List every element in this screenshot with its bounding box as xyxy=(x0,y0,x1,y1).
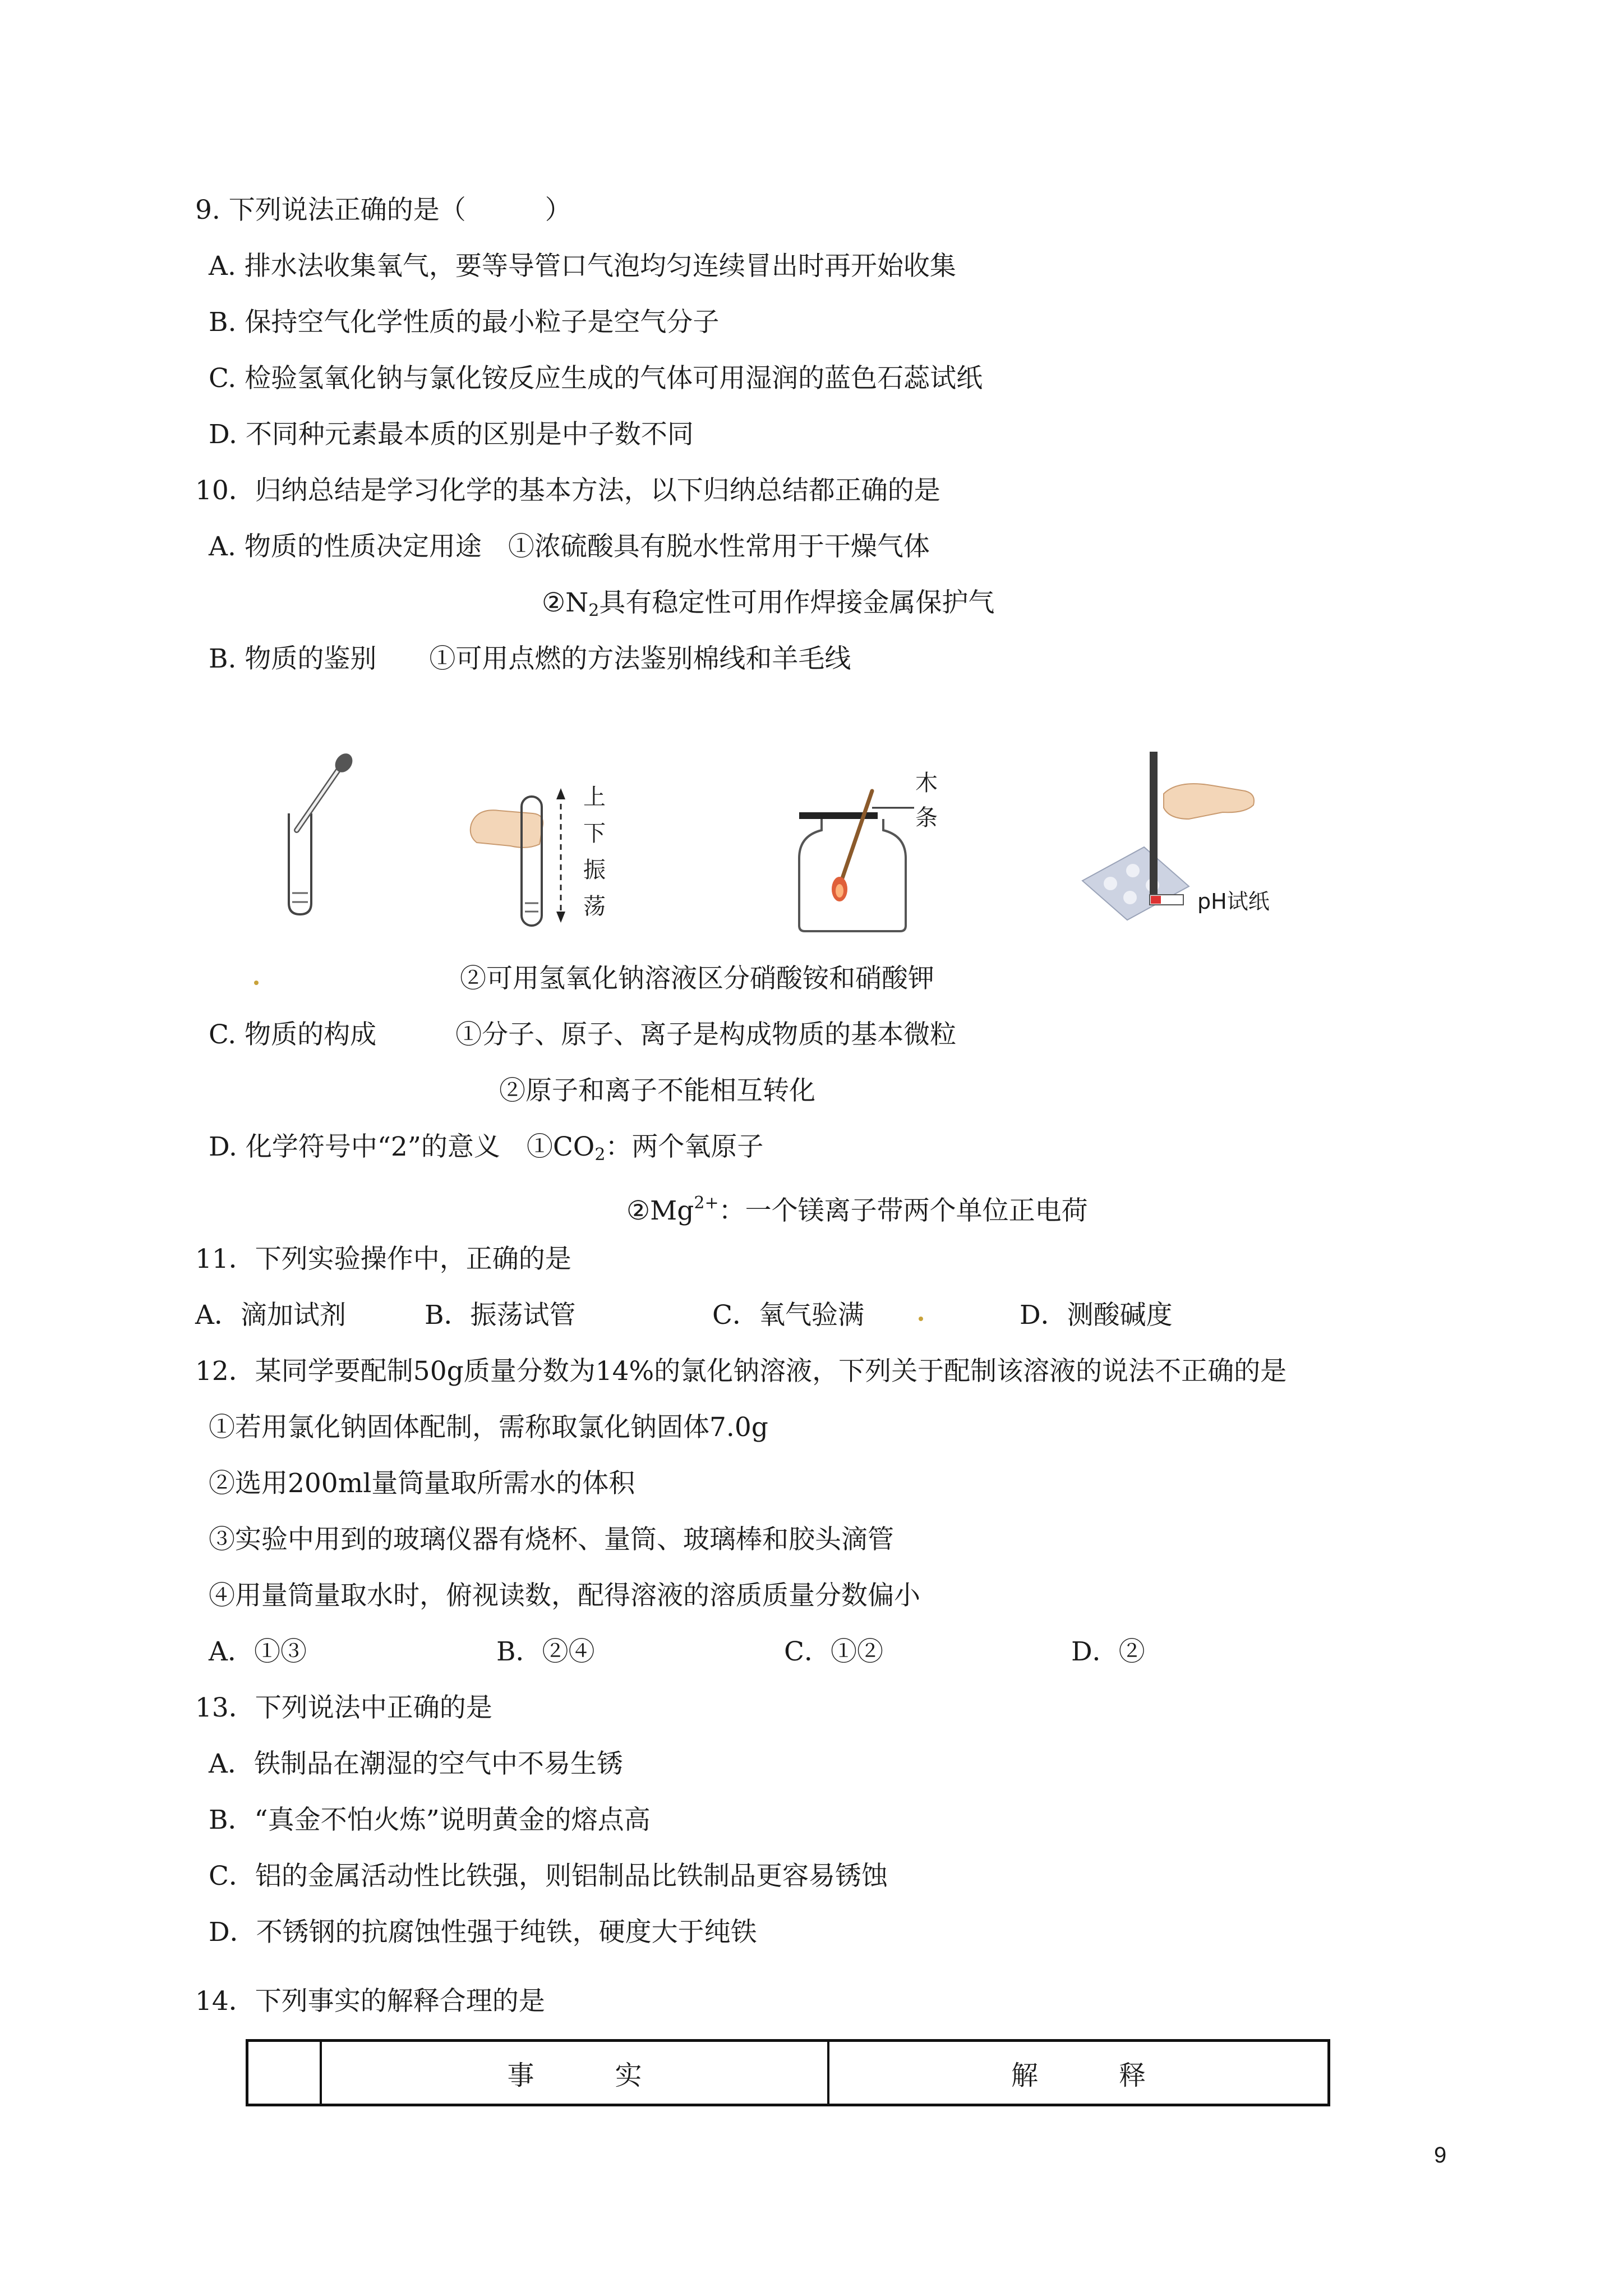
stick-label-1: 木 xyxy=(915,770,938,796)
q10-option-b-line1: B. 物质的鉴别 ①可用点燃的方法鉴别棉线和羊毛线 xyxy=(209,643,851,674)
q9-stem: 9. 下列说法正确的是（ ） xyxy=(195,195,571,226)
q10-option-d-line2: $②Mg^{2+}$：一个镁离子带两个单位正电荷 xyxy=(626,1193,1088,1226)
q10-option-d-line1: D. 化学符号中“2”的意义 $①CO_2$：两个氧原子 xyxy=(209,1131,764,1165)
table-header-fact: 事 实 xyxy=(322,2042,829,2104)
q11-option-b: B．振荡试管 xyxy=(425,1300,576,1331)
q11-stem: 11．下列实验操作中，正确的是 xyxy=(195,1244,571,1274)
q11-option-d: D．测酸碱度 xyxy=(1020,1300,1173,1331)
q13-option-d: D．不锈钢的抗腐蚀性强于纯铁，硬度大于纯铁 xyxy=(209,1917,757,1948)
q11-option-a: A．滴加试剂 xyxy=(195,1300,346,1331)
q10-stem: 10．归纳总结是学习化学的基本方法，以下归纳总结都正确的是 xyxy=(195,475,940,506)
shake-label-3: 振 xyxy=(583,857,606,883)
q12-statement-3: ③实验中用到的玻璃仪器有烧杯、量筒、玻璃棒和胶头滴管 xyxy=(209,1524,894,1555)
page-number: 9 xyxy=(1434,2143,1447,2168)
shake-label-4: 荡 xyxy=(583,894,606,919)
q12-option-d: D．② xyxy=(1071,1636,1145,1667)
q14-table xyxy=(246,2039,1330,2106)
q12-option-a: A．①③ xyxy=(209,1636,307,1667)
shake-label-1: 上 xyxy=(583,784,606,810)
q9-option-c: C. 检验氢氧化钠与氯化铵反应生成的气体可用湿润的蓝色石蕊试纸 xyxy=(209,363,983,394)
q13-option-c: C．铝的金属活动性比铁强，则铝制品比铁制品更容易锈蚀 xyxy=(209,1861,888,1892)
q9-option-b: B. 保持空气化学性质的最小粒子是空气分子 xyxy=(209,307,720,338)
q10-option-b-line2: ②可用氢氧化钠溶液区分硝酸铵和硝酸钾 xyxy=(460,963,934,994)
ph-paper-label: pH试纸 xyxy=(1197,889,1270,914)
q13-option-a: A．铁制品在潮湿的空气中不易生锈 xyxy=(209,1749,623,1779)
stray-mark xyxy=(254,981,259,985)
q12-option-c: C．①② xyxy=(784,1636,883,1667)
q13-option-b: B．“真金不怕火炼”说明黄金的熔点高 xyxy=(209,1805,651,1835)
figure-oxygen-test xyxy=(788,769,934,937)
shake-label-2: 下 xyxy=(583,821,606,846)
q10-option-a-line1: A. 物质的性质决定用途 ①浓硫酸具有脱水性常用于干燥气体 xyxy=(209,531,930,562)
q14-stem: 14．下列事实的解释合理的是 xyxy=(195,1986,545,2017)
q9-option-a: A. 排水法收集氧气，要等导管口气泡均匀连续冒出时再开始收集 xyxy=(209,251,956,282)
q13-stem: 13．下列说法中正确的是 xyxy=(195,1692,492,1723)
q9-option-d: D. 不同种元素最本质的区别是中子数不同 xyxy=(209,419,694,450)
stick-label-2: 条 xyxy=(915,805,938,831)
q12-statement-4: ④用量筒量取水时，俯视读数，配得溶液的溶质质量分数偏小 xyxy=(209,1580,920,1611)
q11-option-c: C．氧气验满 xyxy=(712,1300,864,1331)
q12-statement-2: ②选用200ml量筒量取所需水的体积 xyxy=(209,1468,635,1499)
q12-option-b: B．②④ xyxy=(496,1636,595,1667)
stray-mark xyxy=(919,1317,923,1321)
table-header-blank xyxy=(248,2042,322,2104)
q10-option-c-line2: ②原子和离子不能相互转化 xyxy=(499,1075,815,1106)
table-header-explanation: 解 释 xyxy=(1011,2059,1146,2091)
q10-option-c-line1: C. 物质的构成 ①分子、原子、离子是构成物质的基本微粒 xyxy=(209,1019,957,1050)
q10-option-a-line2: $②N_2$具有稳定性可用作焊接金属保护气 xyxy=(542,587,995,620)
q12-statement-1: ①若用氯化钠固体配制，需称取氯化钠固体7.0g xyxy=(209,1412,768,1443)
q12-stem: 12．某同学要配制50g质量分数为14%的氯化钠溶液，下列关于配制该溶液的说法不正确的是 xyxy=(195,1356,1287,1387)
figure-dropper xyxy=(278,746,367,926)
